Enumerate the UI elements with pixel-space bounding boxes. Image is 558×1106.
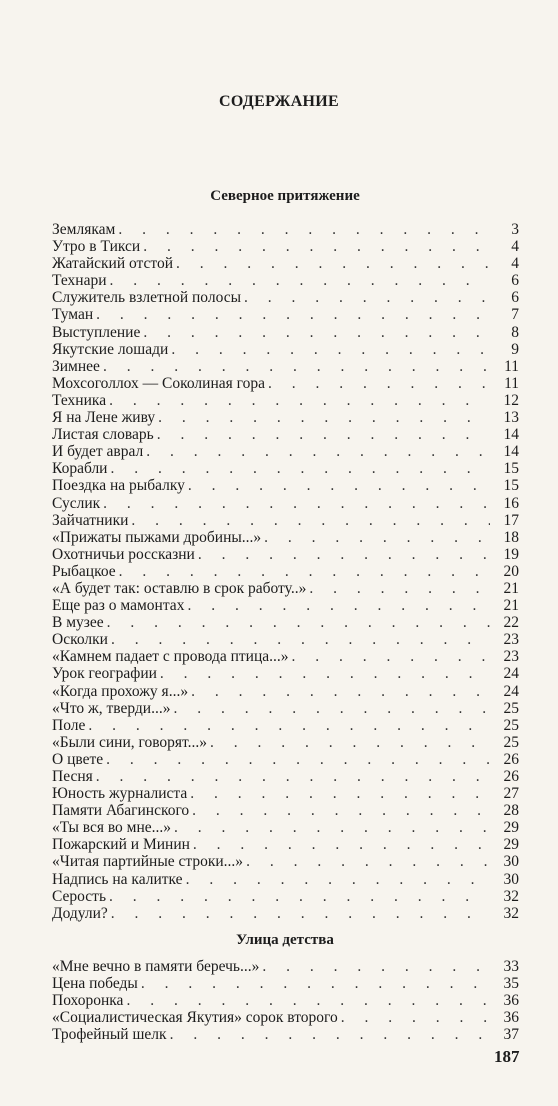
- toc-entry-title: Серость: [52, 887, 107, 905]
- toc-entry-page: 16: [503, 494, 519, 512]
- toc-entry: [52, 700, 519, 717]
- toc-entry: [52, 802, 519, 819]
- toc-entry: [52, 375, 519, 392]
- toc-entry-page: 21: [503, 597, 519, 615]
- toc-entry: [52, 836, 519, 853]
- page-title: СОДЕРЖАНИЕ: [218, 93, 340, 110]
- toc-entry-title: Надпись на калитке: [52, 870, 183, 888]
- toc-entry: [52, 734, 519, 751]
- dot-leader: [143, 238, 490, 255]
- toc-entry-page: 32: [503, 887, 519, 905]
- toc-entry-page: 29: [503, 819, 519, 837]
- toc-entry-title: Жатайский отстой: [52, 255, 173, 273]
- toc-entry-page: 24: [503, 682, 519, 700]
- toc-entry-page: 24: [503, 665, 519, 683]
- toc-entry-title: Еще раз о мамонтах: [52, 597, 185, 615]
- toc-entry-title: «Мне вечно в памяти беречь...»: [52, 958, 260, 975]
- toc-entry-title: Поле: [52, 716, 86, 734]
- toc-entry-page: 14: [503, 426, 519, 444]
- toc-entry-title: «Прижаты пыжами дробины...»: [52, 528, 262, 546]
- dot-leader: [119, 563, 490, 580]
- toc-entry: [52, 255, 519, 272]
- toc-entry: [52, 853, 519, 870]
- toc-entry-title: О цвете: [52, 750, 104, 768]
- toc-entry: [52, 768, 519, 785]
- toc-entry-title: Туман: [52, 306, 94, 324]
- toc-entry: [52, 512, 519, 529]
- toc-entry: [52, 785, 519, 802]
- toc-entry: [52, 563, 519, 580]
- dot-leader: [190, 785, 490, 802]
- toc-entry: [52, 992, 519, 1009]
- toc-list-northern: [52, 221, 519, 922]
- dot-leader: [111, 905, 490, 922]
- toc-entry: [52, 392, 519, 409]
- toc-entry-title: И будет аврал: [52, 443, 144, 461]
- toc-entry: [52, 751, 519, 768]
- toc-entry-title: Додули?: [52, 904, 108, 922]
- toc-entry: [52, 221, 519, 238]
- toc-entry-title: Выступление: [52, 323, 141, 341]
- toc-entry-page: 11: [504, 374, 519, 392]
- section-heading-childhood: Улица детства: [236, 932, 334, 948]
- toc-entry-page: 15: [503, 477, 519, 495]
- toc-entry-title: «Ты вся во мне...»: [52, 819, 172, 837]
- toc-entry: [52, 905, 519, 922]
- toc-entry-page: 26: [503, 768, 519, 785]
- toc-entry: [52, 460, 519, 477]
- toc-entry-page: 8: [511, 323, 519, 341]
- page-number: 187: [494, 1047, 520, 1066]
- toc-entry: [52, 358, 519, 375]
- dot-leader: [103, 495, 490, 512]
- toc-entry-page: 23: [503, 648, 519, 666]
- dot-leader: [170, 1026, 490, 1043]
- toc-entry: [52, 341, 519, 358]
- toc-entry-title: Зимнее: [52, 357, 100, 375]
- dot-leader: [341, 1009, 490, 1026]
- dot-leader: [246, 853, 490, 870]
- dot-leader: [103, 358, 490, 375]
- toc-entry-title: Осколки: [52, 631, 108, 649]
- toc-entry-title: Технари: [52, 272, 107, 290]
- dot-leader: [188, 477, 490, 494]
- toc-entry-title: Пожарский и Минин: [52, 836, 190, 854]
- toc-entry: [52, 272, 519, 289]
- toc-entry: [52, 958, 519, 975]
- dot-leader: [111, 631, 490, 648]
- toc-entry-page: 6: [511, 272, 519, 290]
- toc-entry-page: 13: [503, 409, 519, 427]
- toc-entry-page: 29: [503, 836, 519, 854]
- toc-entry-page: 25: [503, 699, 519, 717]
- dot-leader: [126, 992, 490, 1009]
- toc-entry-title: Рыбацкое: [52, 562, 116, 580]
- toc-entry-title: Землякам: [52, 221, 116, 238]
- dot-leader: [118, 221, 490, 238]
- dot-leader: [141, 975, 490, 992]
- toc-entry: [52, 665, 519, 682]
- dot-leader: [191, 683, 490, 700]
- toc-entry: [52, 306, 519, 323]
- section-heading-northern: Северное притяжение: [210, 188, 360, 204]
- dot-leader: [210, 734, 490, 751]
- toc-entry: [52, 1009, 519, 1026]
- dot-leader: [309, 580, 490, 597]
- dot-leader: [198, 546, 490, 563]
- toc-entry-title: Охотничьи россказни: [52, 545, 195, 563]
- toc-entry: [52, 580, 519, 597]
- dot-leader: [292, 648, 490, 665]
- dot-leader: [160, 665, 490, 682]
- dot-leader: [106, 751, 490, 768]
- dot-leader: [131, 512, 490, 529]
- toc-entry: [52, 819, 519, 836]
- toc-entry-title: Памяти Абагинского: [52, 802, 190, 820]
- dot-leader: [173, 700, 490, 717]
- toc-entry-page: 4: [511, 238, 519, 256]
- toc-entry-title: Суслик: [52, 494, 101, 512]
- toc-entry-page: 30: [503, 853, 519, 871]
- toc-entry: [52, 443, 519, 460]
- dot-leader: [176, 255, 490, 272]
- toc-entry-page: 23: [503, 631, 519, 649]
- toc-entry-page: 6: [511, 289, 519, 307]
- dot-leader: [187, 597, 490, 614]
- toc-entry-page: 3: [511, 221, 519, 238]
- toc-entry-title: Служитель взлетной полосы: [52, 289, 242, 307]
- toc-entry-page: 33: [503, 958, 519, 975]
- toc-entry-page: 32: [503, 904, 519, 922]
- dot-leader: [157, 426, 490, 443]
- toc-entry-page: 19: [503, 545, 519, 563]
- toc-entry-page: 11: [504, 357, 519, 375]
- toc-entry-title: «Социалистическая Якутия» сорок второго: [52, 1009, 338, 1027]
- toc-entry-title: Цена победы: [52, 975, 138, 993]
- toc-entry: [52, 409, 519, 426]
- dot-leader: [264, 529, 490, 546]
- dot-leader: [186, 871, 490, 888]
- toc-entry-page: 25: [503, 716, 519, 734]
- toc-entry-title: «Камнем падает с провода птица...»: [52, 648, 289, 666]
- toc-entry-title: Трофейный шелк: [52, 1026, 167, 1044]
- toc-entry-page: 26: [503, 750, 519, 768]
- toc-entry-page: 7: [511, 306, 519, 324]
- toc-entry: [52, 717, 519, 734]
- toc-entry: [52, 888, 519, 905]
- toc-entry-page: 18: [503, 528, 519, 546]
- dot-leader: [88, 717, 490, 734]
- toc-list-childhood: [52, 958, 519, 1043]
- dot-leader: [110, 272, 490, 289]
- toc-entry-page: 12: [503, 391, 519, 409]
- toc-entry-page: 27: [503, 785, 519, 803]
- toc-entry-title: Техника: [52, 391, 107, 409]
- toc-entry: [52, 871, 519, 888]
- toc-entry-title: «А будет так: оставлю в срок работу..»: [52, 579, 307, 597]
- toc-entry-title: Похоронка: [52, 992, 124, 1010]
- toc-entry: [52, 975, 519, 992]
- toc-entry-page: 21: [503, 579, 519, 597]
- dot-leader: [96, 306, 490, 323]
- toc-entry-title: «Что ж, тверди...»: [52, 699, 171, 717]
- dot-leader: [244, 289, 490, 306]
- toc-entry-title: Урок географии: [52, 665, 157, 683]
- dot-leader: [143, 324, 490, 341]
- toc-entry-page: 36: [503, 992, 519, 1010]
- dot-leader: [109, 888, 490, 905]
- toc-entry-title: Юность журналиста: [52, 785, 188, 803]
- toc-entry-page: 35: [503, 975, 519, 993]
- toc-entry-page: 28: [503, 802, 519, 820]
- toc-entry-page: 15: [503, 460, 519, 478]
- toc-entry: [52, 426, 519, 443]
- dot-leader: [262, 958, 490, 975]
- toc-entry-title: «Когда прохожу я...»: [52, 682, 189, 700]
- toc-entry-page: 4: [511, 255, 519, 273]
- dot-leader: [96, 768, 490, 785]
- toc-entry-page: 30: [503, 870, 519, 888]
- toc-entry: [52, 614, 519, 631]
- toc-entry-title: Утро в Тикси: [52, 238, 141, 256]
- dot-leader: [174, 819, 490, 836]
- toc-entry-title: Поездка на рыбалку: [52, 477, 185, 495]
- toc-entry: [52, 477, 519, 494]
- toc-entry: [52, 597, 519, 614]
- toc-entry-page: 25: [503, 733, 519, 751]
- toc-entry: [52, 529, 519, 546]
- dot-leader: [192, 802, 490, 819]
- toc-entry: [52, 1026, 519, 1043]
- dot-leader: [110, 460, 490, 477]
- toc-entry: [52, 289, 519, 306]
- dot-leader: [193, 836, 490, 853]
- toc-entry-page: 9: [511, 340, 519, 358]
- toc-entry-title: Зайчатники: [52, 511, 129, 529]
- toc-entry-title: «Читая партийные строки...»: [52, 853, 244, 871]
- dot-leader: [146, 443, 490, 460]
- toc-entry: [52, 683, 519, 700]
- dot-leader: [158, 409, 490, 426]
- toc-entry-page: 37: [503, 1026, 519, 1044]
- toc-entry-title: Мохсоголлох — Соколиная гора: [52, 374, 265, 392]
- toc-entry-title: Я на Лене живу: [52, 409, 156, 427]
- toc-entry: [52, 238, 519, 255]
- toc-entry-page: 17: [503, 511, 519, 529]
- toc-entry: [52, 324, 519, 341]
- toc-entry-page: 14: [503, 443, 519, 461]
- toc-entry: [52, 495, 519, 512]
- toc-entry: [52, 546, 519, 563]
- dot-leader: [107, 614, 490, 631]
- toc-entry-page: 20: [503, 562, 519, 580]
- toc-entry-title: «Были сини, говорят...»: [52, 733, 208, 751]
- toc-entry: [52, 648, 519, 665]
- toc-entry: [52, 631, 519, 648]
- toc-entry-title: В музее: [52, 614, 104, 632]
- dot-leader: [268, 375, 490, 392]
- toc-entry-title: Песня: [52, 768, 93, 785]
- toc-entry-page: 22: [503, 614, 519, 632]
- toc-entry-title: Якутские лошади: [52, 340, 169, 358]
- dot-leader: [171, 341, 490, 358]
- dot-leader: [109, 392, 490, 409]
- toc-entry-page: 36: [503, 1009, 519, 1027]
- toc-entry-title: Корабли: [52, 460, 108, 478]
- toc-entry-title: Листая словарь: [52, 426, 154, 444]
